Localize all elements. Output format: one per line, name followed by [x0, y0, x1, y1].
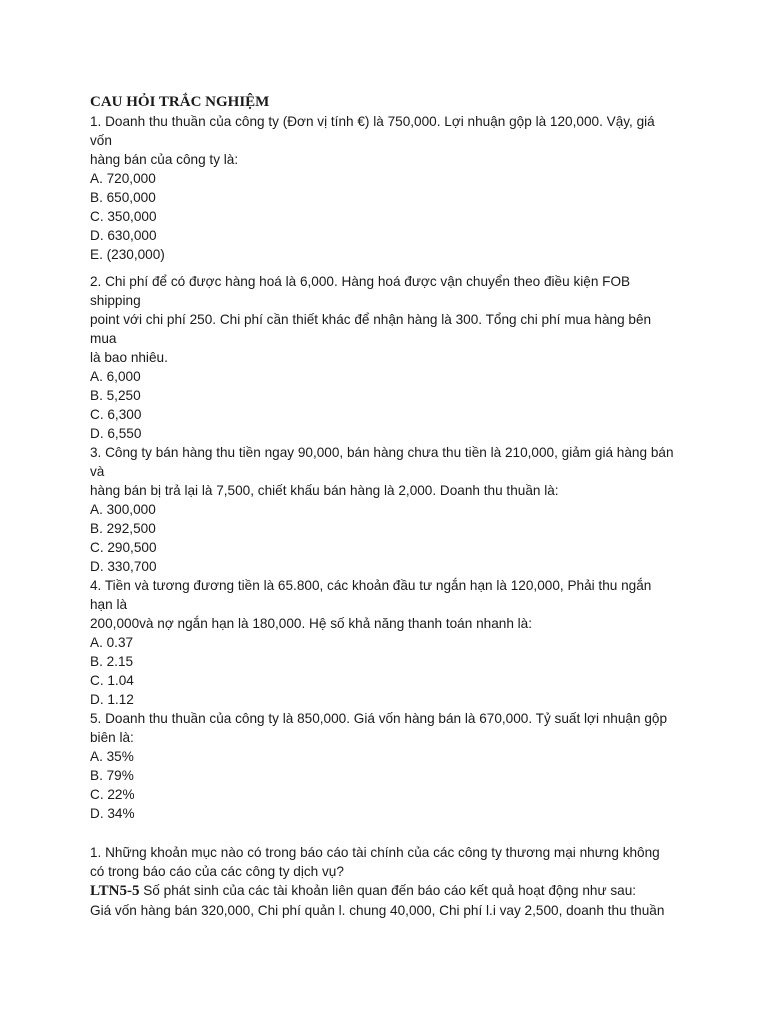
option-d: D. 330,700: [90, 559, 157, 574]
question-3-text: và: [90, 464, 105, 479]
question-2-text: 2. Chi phí để có được hàng hoá là 6,000. Hàng hoá được vận chuyển theo điều kiện FOB: [90, 274, 631, 289]
option-b: B. 5,250: [90, 388, 141, 403]
ltn-paragraph: [90, 881, 690, 901]
document-content: [90, 93, 690, 920]
question-2-text: là bao nhiêu.: [90, 350, 168, 365]
question-2-text: point với chi phí 250. Chi phí cần thiết khác để nhận hàng là 300. Tổng chi phí mua hàng bên: [90, 312, 652, 327]
option-d: D. 1.12: [90, 692, 134, 707]
option-c: C. 1.04: [90, 673, 134, 688]
question-1-text: vốn: [90, 133, 112, 148]
question-2-text: shipping: [90, 293, 141, 308]
question-3: [90, 443, 690, 576]
option-a: A. 0.37: [90, 635, 134, 650]
question-4-text: hạn là: [90, 597, 128, 612]
question-4-text: 4. Tiền và tương đương tiền là 65.800, các khoản đầu tư ngắn hạn là 120,000, Phải thu ngắn: [90, 578, 652, 593]
option-c: C. 6,300: [90, 407, 142, 422]
question-1: [90, 112, 690, 264]
question-3-text: 3. Công ty bán hàng thu tiền ngay 90,000, bán hàng chưa thu tiền là 210,000, giảm giá hàng bán: [90, 445, 674, 460]
option-c: C. 350,000: [90, 209, 157, 224]
question-4-text: 200,000và nợ ngắn hạn là 180,000. Hệ số khả năng thanh toán nhanh là:: [90, 616, 533, 631]
ltn-paragraph-text: Giá vốn hàng bán 320,000, Chi phí quản l. chung 40,000, Chi phí l.i vay 2,500, doanh thu thuần: [90, 903, 665, 918]
document-title: CAU HỎI TRẮC NGHIỆM: [90, 94, 270, 110]
question-5: [90, 709, 690, 823]
question-2: [90, 272, 690, 443]
option-a: A. 6,000: [90, 369, 141, 384]
option-a: A. 720,000: [90, 171, 156, 186]
option-d: D. 6,550: [90, 426, 142, 441]
option-c: C. 22%: [90, 787, 135, 802]
ltn-text: Số phát sinh của các tài khoản liên quan đến báo cáo kết quả hoạt động như sau:: [139, 883, 637, 898]
essay-section: [90, 843, 690, 920]
option-c: C. 290,500: [90, 540, 157, 555]
option-b: B. 650,000: [90, 190, 156, 205]
question-2-text: mua: [90, 331, 117, 346]
question-1-text: hàng bán của công ty là:: [90, 152, 239, 167]
essay-question-text: có trong báo cáo của các công ty dịch vụ?: [90, 864, 344, 879]
option-d: D. 630,000: [90, 228, 157, 243]
option-b: B. 292,500: [90, 521, 156, 536]
question-5-text: biên là:: [90, 730, 134, 745]
essay-question-text: 1. Những khoản mục nào có trong báo cáo tài chính của các công ty thương mại nhưng không: [90, 845, 660, 860]
question-3-text: hàng bán bị trả lại là 7,500, chiết khấu bán hàng là 2,000. Doanh thu thuần là:: [90, 483, 559, 498]
option-b: B. 79%: [90, 768, 134, 783]
question-5-text: 5. Doanh thu thuần của công ty là 850,000. Giá vốn hàng bán là 670,000. Tỷ suất lợi nhuận gộp: [90, 711, 668, 726]
question-1-text: 1. Doanh thu thuần của công ty (Đơn vị tính €) là 750,000. Lợi nhuận gộp là 120,000. Vậy, giá: [90, 114, 655, 129]
option-e: E. (230,000): [90, 247, 165, 262]
ltn-label: LTN5-5: [90, 883, 140, 899]
option-b: B. 2.15: [90, 654, 134, 669]
option-d: D. 34%: [90, 806, 135, 821]
option-a: A. 35%: [90, 749, 134, 764]
question-4: [90, 576, 690, 709]
option-a: A. 300,000: [90, 502, 156, 517]
